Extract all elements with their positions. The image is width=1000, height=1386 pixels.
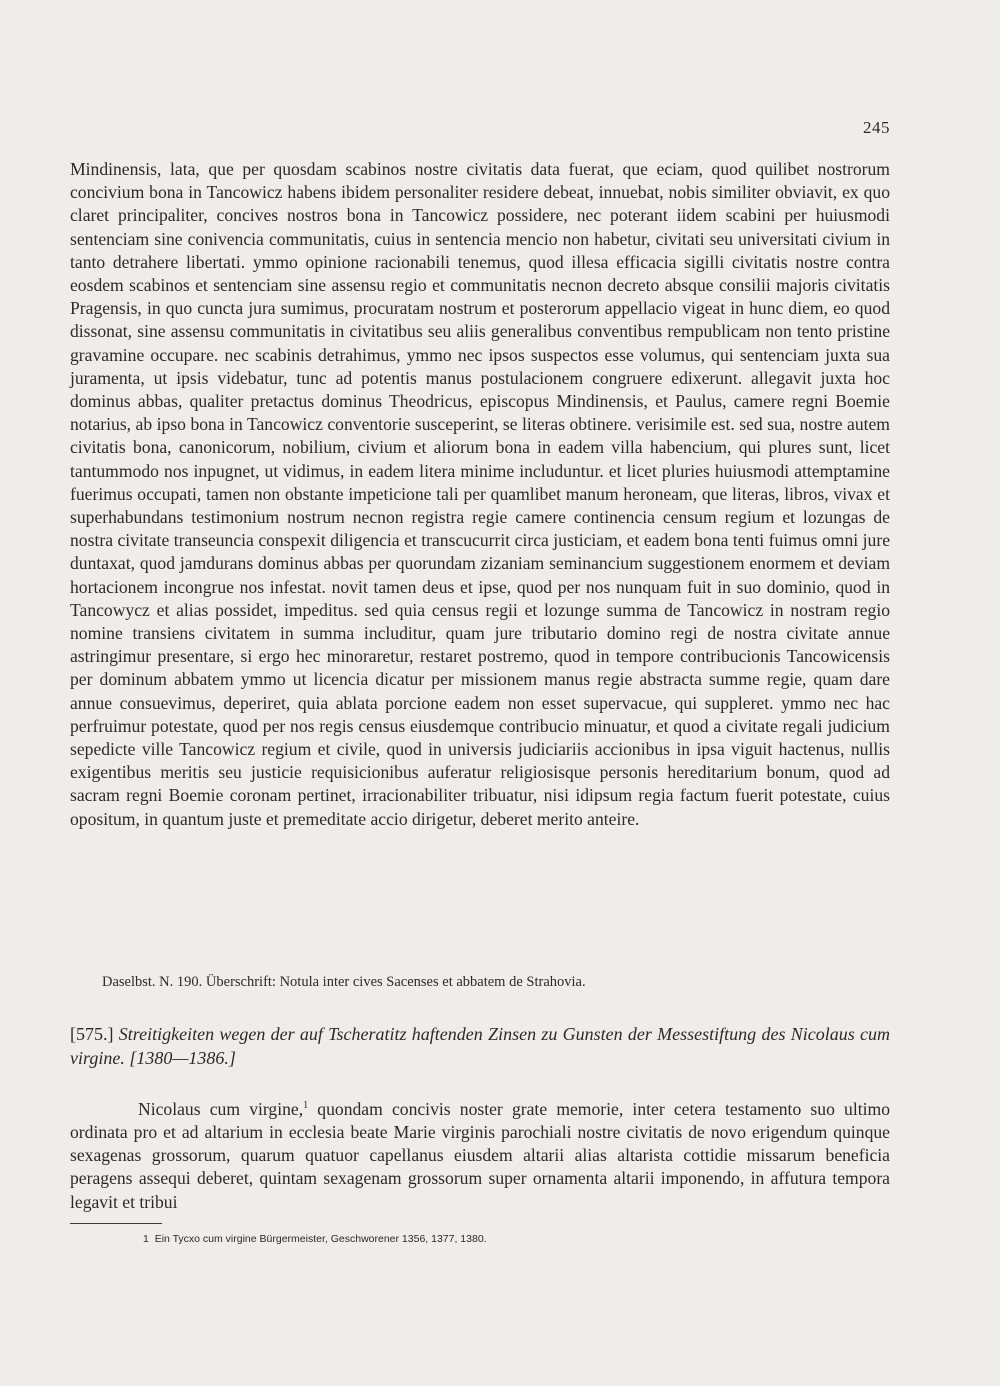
second-text-body <box>70 1094 890 1214</box>
section-number: [575.] <box>70 1024 114 1044</box>
second-text-start: Nicolaus cum virgine, <box>138 1098 304 1119</box>
page-number: 245 <box>863 118 890 137</box>
main-text-body: Mindinensis, lata, que per quosdam scabinos nostre civitatis data fuerat, que eciam, quod quilibet nostrorum concivium bona in Tancowicz habens ibidem personaliter residere debeat, innuebat, nobis similiter obviavit, ex quo claret principaliter, concives nostros bona in Tancowicz possidere, nec poterant iidem scabini per huiusmodi sentenciam sine conivencia communitatis, cuius in sentencia mencio non habetur, civitati seu universitati civium in tanto detrahere libertati. ymmo opinione racionabili tenemus, quod illesa efficacia sigilli civitatis nostre contra eosdem scabinos et sentenciam sine assensu regio et communitatis necnon decreto absque consilii majoris civitatis Pragensis, in quo cuncta jura sumimus, procuratam nostrum et posterorum appellacio vigeat in hunc diem, eo quod dissonat, sine assensu communitatis in civitatibus seu aliis generalibus conventibus rempublicam non tento pristine gravamine occupare. nec scabinis detrahimus, ymmo nec ipsos suspectos esse volumus, qui sentenciam juxta sua juramenta, ut ipsis videbatur, tunc ad potentis manus postulacionem congruere edixerunt. allegavit juxta hoc dominus abbas, qualiter pretactus dominus Theodricus, episcopus Mindinensis, et Paulus, camere regni Boemie notarius, ab ipso bona in Tancowicz conventorie susceperint, se literas obtinere. verisimile est. sed sua, nostre autem civitatis bona, canonicorum, nobilium, civium et aliorum bona in eadem villa habencium, qui plures sunt, licet tantummodo nos inpugnet, ut vidimus, in eadem litera minime includuntur. et licet pluries huiusmodi attemptamine fuerimus occupati, tamen non obstante impeticione tali per quamlibet manum heroneam, que literas, libros, vivax et superhabundans testimonium nostrum necnon registra regie camere continencia censum regium et lozungas de nostra civitate transeuncia conspexit diligencia et transcucurrit circa justiciam, et eadem bona tenti fuimus omni jure duntaxat, quod jamdurans dominus abbas per quorundam zizaniam seminancium suggestionem enormem et deviam hortacionem incongrue nos infestat. novit tamen deus et ipse, quod per nos nunquam fuit in suo dominio, quod in Tancowycz et alias possidet, impeditus. sed quia census regii et lozunge summa de Tancowicz in nostram regio nomine transiens civitatem in summa includitur, quam jure tributario domino regi de nostra civitate annue astringimur presentare, si ergo hec minoraretur, restaret postremo, quod in tempore contribucionis Tancowicensis per dominum abbatem ymmo ut licencia dicatur per missionem manus regie abstracta summe regie, quam dare annue consuevimus, deperiret, quia ablata porcione eadem non esset supervacue, qui suppleret. ymmo nec hac perfruimur potestate, quod per nos regis census eiusdemque contribucio minuatur, et quod a civitate regali judicium sepedicte ville Tancowicz regium et civile, quod in universis judiciariis accionibus in ipsa viguit hactenus, nullis exigentibus meritis seu justicie requisicionibus auferatur religiosisque personis hereditarium bonum, quod ad sacram regni Boemie coronam pertinet, irracionabiliter tribuatur, nisi idipsum regia factum fuerit potestate, cuius opositum, in quantum juste et premeditate accio dirigetur, deberet merito anteire. <box>70 159 890 829</box>
footnote <box>143 1232 843 1246</box>
section-heading <box>70 1022 890 1070</box>
footnote-text: Ein Tycxo cum virgine Bürgermeister, Geschworener 1356, 1377, 1380. <box>154 1233 487 1245</box>
source-note: Daselbst. N. 190. Überschrift: Notula inter cives Sacenses et abbatem de Strahovia. <box>102 974 586 990</box>
footnote-divider <box>70 1223 162 1224</box>
footnote-reference: 1 <box>303 1100 309 1111</box>
second-text-rest: quondam concivis noster grate memorie, inter cetera testamento suo ultimo ordinata pro et ad altarium in ecclesia beate Marie virginis parochiali nostre civitatis de novo erigendum quinque sexagenas grossorum, quarum quatuor capellanus eiusdem altarii alias altarista cottidie missarum beneficia peragens assequi deberet, quintam sexagenam grossorum super ornamenta altarii imponendo, in affutura tempora legavit et tribui <box>70 1098 890 1212</box>
section-title: Streitigkeiten wegen der auf Tscheratitz haftenden Zinsen zu Gunsten der Messestiftung des Nicolaus cum virgine. [1380—1386.] <box>70 1024 890 1068</box>
footnote-number: 1 <box>143 1233 149 1245</box>
